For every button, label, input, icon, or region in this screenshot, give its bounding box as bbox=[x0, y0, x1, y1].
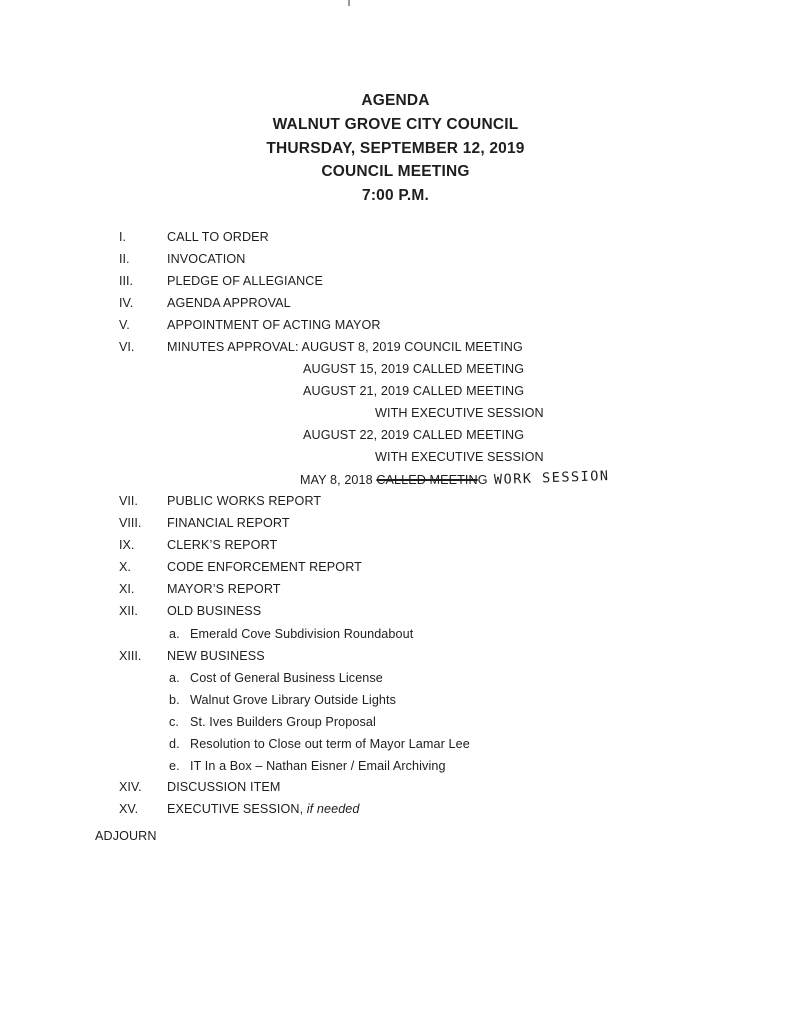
item-new-business: NEW BUSINESS bbox=[167, 649, 265, 663]
item-public-works: PUBLIC WORKS REPORT bbox=[167, 494, 322, 508]
item-pledge: PLEDGE OF ALLEGIANCE bbox=[167, 274, 323, 288]
agenda-title: AGENDA bbox=[361, 92, 430, 109]
item-code-enforcement: CODE ENFORCEMENT REPORT bbox=[167, 560, 362, 574]
meeting-type: COUNCIL MEETING bbox=[321, 163, 470, 180]
item-number: XV. bbox=[119, 802, 139, 816]
meeting-date: THURSDAY, SEPTEMBER 12, 2019 bbox=[266, 140, 525, 157]
minutes-aug22-exec: WITH EXECUTIVE SESSION bbox=[375, 450, 544, 464]
item-number: VII. bbox=[119, 494, 138, 508]
sub-item: Walnut Grove Library Outside Lights bbox=[190, 693, 397, 707]
sub-item-letter: a. bbox=[169, 627, 180, 641]
minutes-aug15: AUGUST 15, 2019 CALLED MEETING bbox=[303, 362, 525, 376]
adjourn: ADJOURN bbox=[95, 829, 157, 843]
item-financial: FINANCIAL REPORT bbox=[167, 516, 290, 530]
item-number: I. bbox=[119, 230, 126, 244]
item-number: XIV. bbox=[119, 780, 142, 794]
item-old-business: OLD BUSINESS bbox=[167, 604, 262, 618]
item-invocation: INVOCATION bbox=[167, 252, 246, 266]
item-number: VI. bbox=[119, 340, 135, 354]
item-agenda-approval: AGENDA APPROVAL bbox=[167, 296, 291, 310]
sub-item-letter: d. bbox=[169, 737, 180, 751]
item-number: IV. bbox=[119, 296, 134, 310]
item-executive-session bbox=[167, 802, 360, 816]
item-call-to-order: CALL TO ORDER bbox=[167, 230, 269, 244]
minutes-may8 bbox=[300, 467, 610, 489]
council-name: WALNUT GROVE CITY COUNCIL bbox=[272, 116, 519, 133]
item-number: II. bbox=[119, 252, 130, 266]
sub-item-letter: c. bbox=[169, 715, 179, 729]
sub-item-letter: a. bbox=[169, 671, 180, 685]
if-needed-note: if needed bbox=[306, 802, 360, 816]
executive-session-label: EXECUTIVE SESSION, bbox=[167, 802, 307, 816]
struck-text: CALLED MEETIN bbox=[376, 473, 478, 487]
item-mayor-report: MAYOR’S REPORT bbox=[167, 582, 281, 596]
item-clerk: CLERK’S REPORT bbox=[167, 538, 278, 552]
minutes-aug22: AUGUST 22, 2019 CALLED MEETING bbox=[303, 428, 525, 442]
meeting-time: 7:00 P.M. bbox=[362, 187, 429, 204]
item-number: XIII. bbox=[119, 649, 142, 663]
sub-item: IT In a Box – Nathan Eisner / Email Archiving bbox=[190, 759, 446, 773]
minutes-aug21-exec: WITH EXECUTIVE SESSION bbox=[375, 406, 544, 420]
handwritten-annotation: WORK SESSION bbox=[493, 467, 610, 489]
item-number: V. bbox=[119, 318, 130, 332]
item-number: XII. bbox=[119, 604, 138, 618]
item-number: VIII. bbox=[119, 516, 142, 530]
sub-item-letter: b. bbox=[169, 693, 180, 707]
item-number: IX. bbox=[119, 538, 135, 552]
sub-item: St. Ives Builders Group Proposal bbox=[190, 715, 376, 729]
item-number: XI. bbox=[119, 582, 135, 596]
item-minutes-approval: MINUTES APPROVAL: AUGUST 8, 2019 COUNCIL MEETING bbox=[167, 340, 523, 354]
minutes-may8-date: MAY 8, 2018 bbox=[300, 473, 377, 487]
sub-item: Resolution to Close out term of Mayor Lamar Lee bbox=[190, 737, 470, 751]
minutes-may8-suffix: G bbox=[477, 473, 488, 487]
sub-item: Emerald Cove Subdivision Roundabout bbox=[190, 627, 414, 641]
sub-item-letter: e. bbox=[169, 759, 180, 773]
item-acting-mayor: APPOINTMENT OF ACTING MAYOR bbox=[167, 318, 381, 332]
item-discussion: DISCUSSION ITEM bbox=[167, 780, 281, 794]
item-number: III. bbox=[119, 274, 133, 288]
item-number: X. bbox=[119, 560, 131, 574]
minutes-aug21: AUGUST 21, 2019 CALLED MEETING bbox=[303, 384, 525, 398]
scan-mark bbox=[348, 0, 350, 6]
sub-item: Cost of General Business License bbox=[190, 671, 383, 685]
